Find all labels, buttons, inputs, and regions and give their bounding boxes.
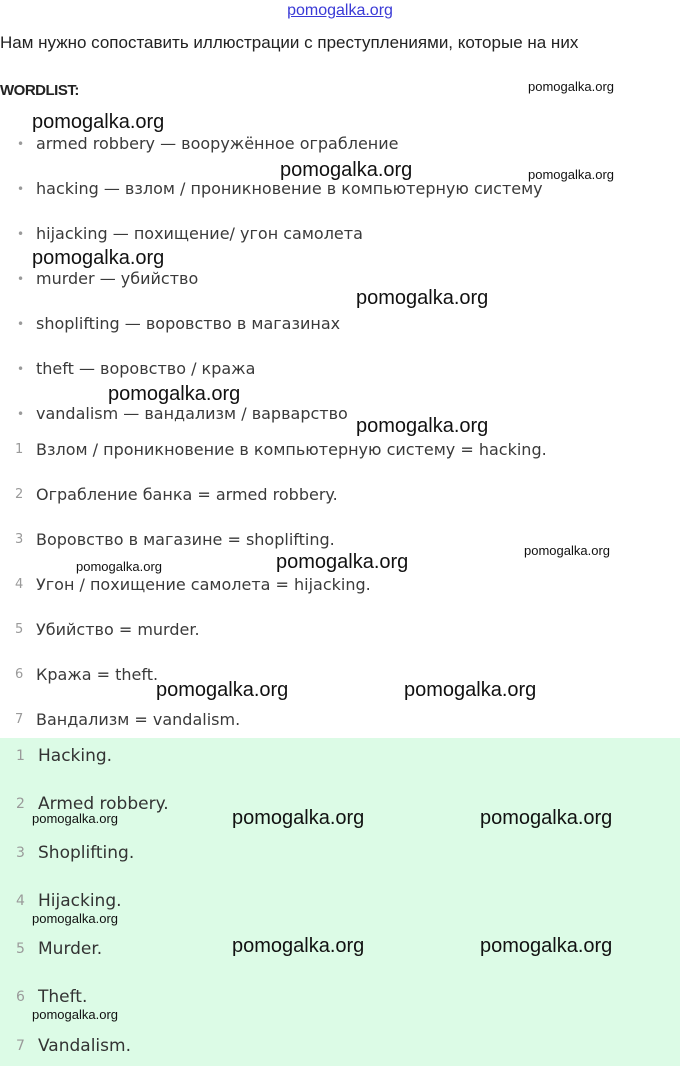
answer-text: Murder. [38,939,103,960]
item-number: 2 [15,487,24,502]
wordlist-title: WORDLIST: [0,82,79,99]
item-number: 6 [16,989,25,1006]
match-text: Взлом / проникновение в компьютерную систему = hacking. [36,440,547,459]
item-number: 5 [15,622,24,637]
list-item [0,359,680,404]
answer-text: Shoplifting. [38,842,135,863]
watermark: pomogalka.org [276,551,409,573]
answer-text: Hacking. [38,746,113,766]
watermark: pomogalka.org [280,159,413,181]
match-text: Ограбление банка = armed robbery. [36,485,338,504]
matches-list [0,440,680,755]
wordlist-entry: armed robbery — вооружённое ограбление [36,134,399,153]
item-number: 6 [15,667,24,682]
watermark: pomogalka.org [528,79,614,94]
answer-text: Hijacking. [38,890,122,911]
list-item [0,485,680,530]
answer-text: Theft. [38,987,88,1008]
list-item [0,314,680,359]
watermark: pomogalka.org [32,1007,118,1022]
watermark: pomogalka.org [232,807,365,829]
bullet-icon: • [17,272,25,286]
bullet-icon: • [17,137,25,151]
item-number: 3 [16,844,25,861]
item-number: 5 [16,941,25,958]
bullet-icon: • [17,227,25,241]
wordlist-entry: vandalism — вандализм / варварство [36,404,348,423]
list-item [0,1036,680,1084]
wordlist-entry: hacking — взлом / проникновение в компьютерную систему [36,179,543,198]
watermark: pomogalka.org [76,559,162,574]
list-item [0,440,680,485]
watermark: pomogalka.org [404,679,537,701]
watermark: pomogalka.org [356,287,489,309]
item-number: 4 [16,892,25,909]
watermark: pomogalka.org [356,415,489,437]
watermark: pomogalka.org [528,167,614,182]
watermark: pomogalka.org [480,807,613,829]
item-number: 7 [15,712,24,727]
list-item [0,620,680,665]
item-number: 3 [15,532,24,547]
bullet-icon: • [17,362,25,376]
item-number: 1 [15,442,24,457]
wordlist-entry: shoplifting — воровство в магазинах [36,314,341,333]
wordlist-entry: murder — убийство [36,269,199,288]
watermark: pomogalka.org [108,383,241,405]
watermark: pomogalka.org [32,811,118,826]
list-item [0,746,680,794]
bullet-icon: • [17,407,25,421]
list-item [0,665,680,710]
list-item [0,575,680,620]
watermark: pomogalka.org [32,111,165,133]
list-item [0,179,680,224]
watermark: pomogalka.org [32,247,165,269]
item-number: 7 [16,1037,25,1054]
match-text: Кража = theft. [36,665,159,684]
watermark: pomogalka.org [232,935,365,957]
bullet-icon: • [17,317,25,331]
list-item [0,843,680,891]
watermark: pomogalka.org [32,911,118,926]
match-text: Вандализм = vandalism. [36,710,241,729]
list-item [0,269,680,314]
answer-text: Vandalism. [38,1035,131,1056]
match-text: Угон / похищение самолета = hijacking. [36,575,371,594]
wordlist-entry: hijacking — похищение/ угон самолета [36,224,363,243]
match-text: Воровство в магазине = shoplifting. [36,530,335,549]
watermark: pomogalka.org [524,543,610,558]
item-number: 2 [16,796,25,813]
item-number: 4 [15,577,24,592]
wordlist-entry: theft — воровство / кража [36,359,256,378]
bullet-icon: • [17,182,25,196]
answer-text: Armed robbery. [38,794,169,815]
item-number: 1 [16,748,25,764]
watermark: pomogalka.org [156,679,289,701]
watermark: pomogalka.org [480,935,613,957]
intro-text: Нам нужно сопоставить иллюстрации с преступлениями, которые на них [0,33,579,52]
match-text: Убийство = murder. [36,620,200,639]
site-link[interactable]: pomogalka.org [287,2,393,19]
